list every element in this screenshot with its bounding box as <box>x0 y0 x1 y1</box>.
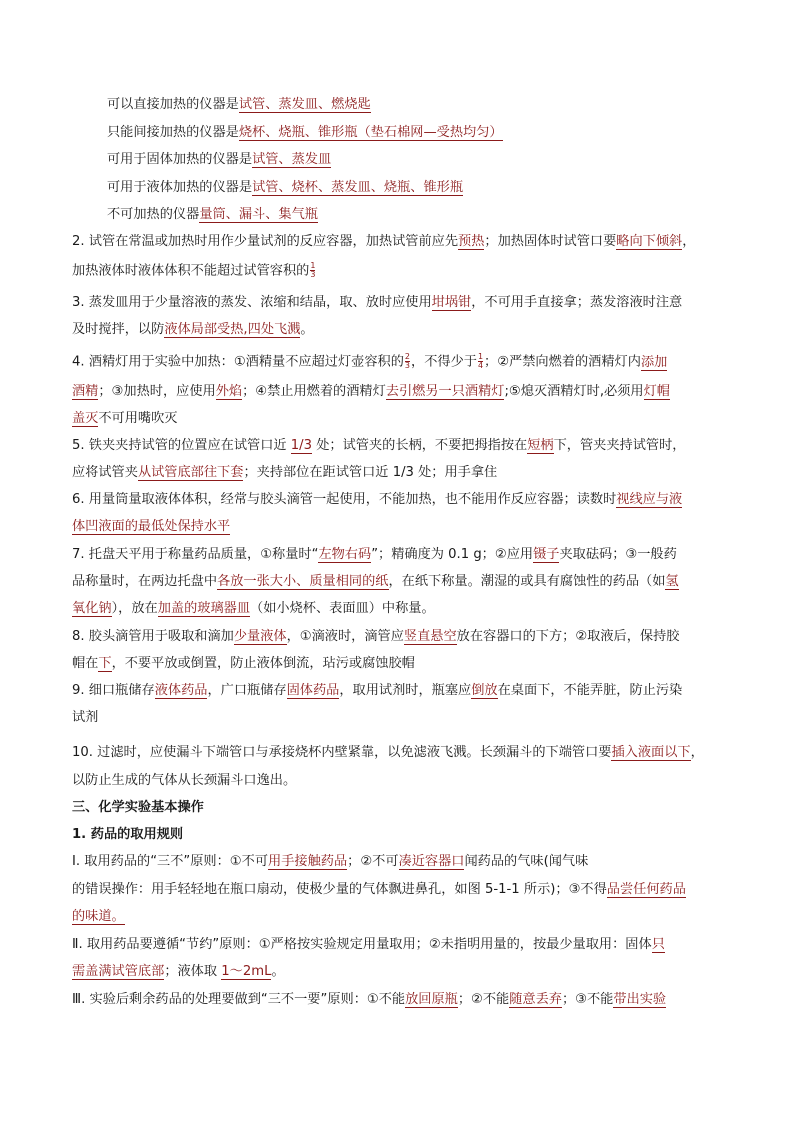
answer: 试管、烧杯、蒸发皿、烧瓶、锥形瓶 <box>252 180 464 195</box>
item-4-line-3: 盖灭不可用嘴吹灭 <box>72 411 178 426</box>
item-8-line-2: 帽在下，不要平放或倒置，防止液体倒流，玷污或腐蚀胶帽 <box>72 656 415 671</box>
item-4-line-2: 酒精；③加热时，应使用外焰；④禁止用燃着的酒精灯去引燃另一只酒精灯;⑤熄灭酒精灯时,必须用灯帽 <box>72 384 670 399</box>
answer: 量筒、漏斗、集气瓶 <box>199 207 318 222</box>
item-2-line-2: 加热液体时液体体积不能超过试管容积的 $\frac{1}{3}$ <box>72 261 316 279</box>
subsection-heading: 1. 药品的取用规则 <box>72 827 184 842</box>
line-liquid-heat: 可用于液体加热的仪器是试管、烧杯、蒸发皿、烧瓶、锥形瓶 <box>107 180 464 195</box>
fraction-one-third: $\frac{1}{3}$ <box>310 261 316 279</box>
item-3-line-2: 及时搅拌，以防液体局部受热,四处飞溅。 <box>72 322 314 337</box>
section-heading: 三、化学实验基本操作 <box>72 800 204 815</box>
rule-1-line-1: Ⅰ. 取用药品的“三不”原则：①不可用手接触药品；②不可凑近容器口闻药品的气味(闻气味 <box>72 854 589 869</box>
rule-1-line-3: 的味道。 <box>72 909 125 924</box>
item-7-line-3: 氧化钠），放在加盖的玻璃器皿（如小烧杯、表面皿）中称量。 <box>72 601 435 616</box>
rule-3-line-1: Ⅲ. 实验后剩余药品的处理要做到“三不一要”原则：①不能放回原瓶；②不能随意丢弃；③不能带出实验 <box>72 992 667 1007</box>
item-5-line-1: 5. 铁夹夹持试管的位置应在试管口近 1/3 处；试管夹的长柄，不要把拇指按在短柄下，管夹夹持试管时， <box>72 438 686 453</box>
item-7-line-2: 品称量时，在两边托盘中各放一张大小、质量相同的纸，在纸下称量。潮湿的或具有腐蚀性的药品（如氢 <box>72 574 679 589</box>
item-9-line-2: 试剂 <box>72 710 99 725</box>
item-10-line-1: 10. 过滤时，应使漏斗下端管口与承接烧杯内壁紧靠，以免滤液飞溅。长颈漏斗的下端管口要插入液面以下， <box>72 745 704 760</box>
item-9-line-1: 9. 细口瓶储存液体药品，广口瓶储存固体药品，取用试剂时，瓶塞应倒放在桌面下，不能弄脏，防止污染 <box>72 683 683 698</box>
item-8-line-1: 8. 胶头滴管用于吸取和滴加少量液体，①滴液时，滴管应竖直悬空放在容器口的下方；②取液后，保持胶 <box>72 629 680 644</box>
line-solid-heat: 可用于固体加热的仪器是试管、蒸发皿 <box>107 152 332 167</box>
rule-1-line-2: 的错误操作：用手轻轻地在瓶口扇动，使极少量的气体飘进鼻孔，如图 5-1-1 所示)；③不得品尝任何药品 <box>72 882 686 897</box>
item-6-line-1: 6. 用量筒量取液体体积，经常与胶头滴管一起使用，不能加热，也不能用作反应容器；读数时视线应与液 <box>72 492 683 507</box>
item-6-line-2: 体凹液面的最低处保持水平 <box>72 519 231 534</box>
line-no-heat: 不可加热的仪器量筒、漏斗、集气瓶 <box>107 207 318 222</box>
rule-2-line-1: Ⅱ. 取用药品要遵循“节约”原则：①严格按实验规定用量取用；②未指明用量的，按最少量取用：固体只 <box>72 937 665 952</box>
line-indirect-heat: 只能间接加热的仪器是烧杯、烧瓶、锥形瓶（垫石棉网—受热均匀） <box>107 125 503 140</box>
line-direct-heat: 可以直接加热的仪器是试管、蒸发皿、燃烧匙 <box>107 97 371 112</box>
item-4-line-1: 4. 酒精灯用于实验中加热：①酒精量不应超过灯壶容积的 $\frac{2}{3}$ ，不得少于 $\frac{1}{4}$ ；②严禁向燃着的酒精灯内添加 <box>72 352 668 370</box>
fraction-two-thirds: $\frac{2}{3}$ <box>404 352 411 370</box>
item-7-line-1: 7. 托盘天平用于称量药品质量，①称量时“左物右码”；精确度为 0.1 g；②应用镊子夹取砝码；③一般药 <box>72 547 677 562</box>
item-10-line-2: 以防止生成的气体从长颈漏斗口逸出。 <box>72 773 297 788</box>
item-3-line-1: 3. 蒸发皿用于少量溶液的蒸发、浓缩和结晶，取、放时应使用坩埚钳，不可用手直接拿；蒸发溶液时注意 <box>72 295 683 310</box>
rule-2-line-2: 需盖满试管底部；液体取 1～2mL。 <box>72 964 285 979</box>
item-5-line-2: 应将试管夹从试管底部往下套；夹持部位在距试管口近 1/3 处；用手拿住 <box>72 465 498 480</box>
answer: 烧杯、烧瓶、锥形瓶（垫石棉网—受热均匀） <box>238 125 503 140</box>
answer: 试管、蒸发皿、燃烧匙 <box>238 97 371 112</box>
item-2-line-1: 2. 试管在常温或加热时用作少量试剂的反应容器，加热试管前应先预热；加热固体时试管口要略向下倾斜， <box>72 234 696 249</box>
fraction-one-quarter: $\frac{1}{4}$ <box>477 352 484 370</box>
answer: 试管、蒸发皿 <box>252 152 332 167</box>
